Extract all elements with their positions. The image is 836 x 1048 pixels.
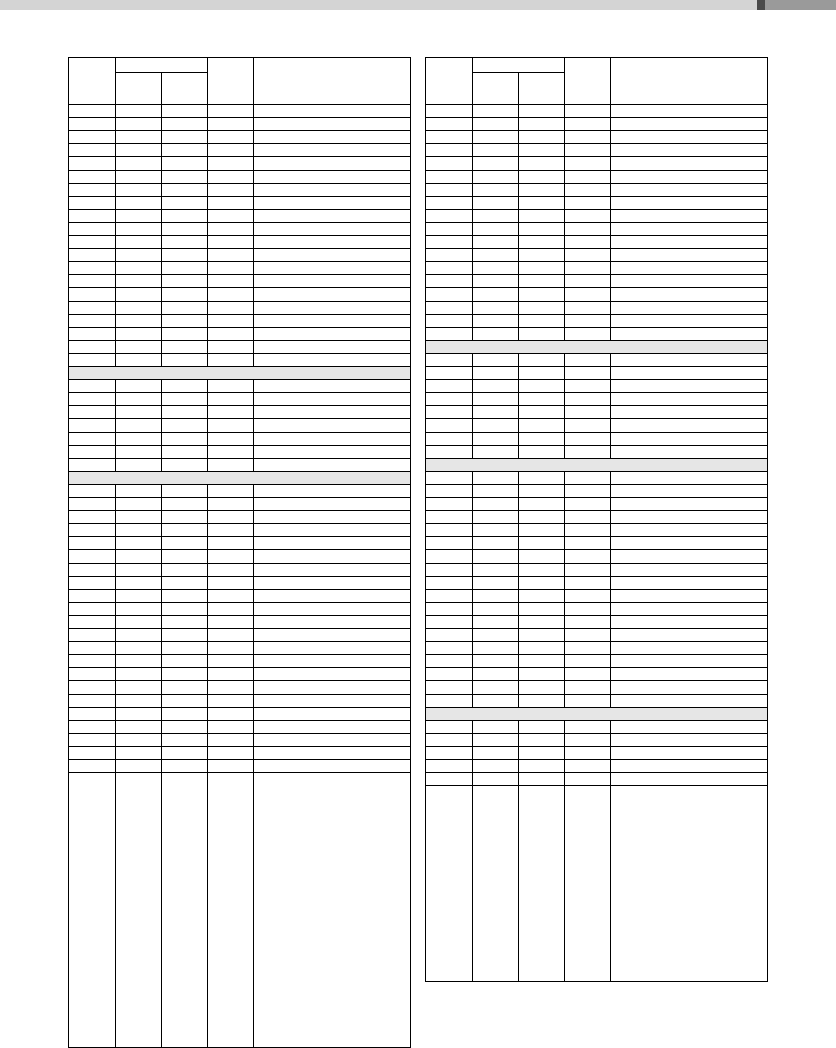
row-separator bbox=[69, 746, 410, 747]
row-separator bbox=[426, 628, 767, 629]
row-separator bbox=[426, 143, 767, 144]
row-separator bbox=[69, 707, 410, 708]
row-separator bbox=[426, 484, 767, 485]
row-separator bbox=[426, 707, 767, 708]
header-tab bbox=[765, 0, 836, 10]
row-separator bbox=[426, 523, 767, 524]
row-separator bbox=[426, 471, 767, 472]
row-separator bbox=[426, 694, 767, 695]
row-separator bbox=[426, 667, 767, 668]
column-divider bbox=[472, 58, 473, 340]
row-separator bbox=[69, 667, 410, 668]
row-separator bbox=[69, 327, 410, 328]
row-separator bbox=[69, 130, 410, 131]
column-divider bbox=[610, 353, 611, 458]
section-band-row bbox=[69, 366, 410, 379]
column-divider bbox=[564, 353, 565, 458]
row-separator bbox=[69, 602, 410, 603]
row-separator bbox=[69, 261, 410, 262]
column-divider bbox=[207, 379, 208, 471]
row-separator bbox=[69, 628, 410, 629]
row-separator bbox=[426, 379, 767, 380]
row-separator bbox=[69, 694, 410, 695]
column-divider bbox=[161, 72, 162, 366]
row-separator bbox=[69, 196, 410, 197]
row-separator bbox=[426, 287, 767, 288]
row-separator bbox=[69, 405, 410, 406]
row-separator bbox=[69, 170, 410, 171]
row-separator bbox=[69, 301, 410, 302]
column-divider bbox=[610, 720, 611, 981]
row-separator bbox=[69, 563, 410, 564]
row-separator bbox=[69, 680, 410, 681]
row-separator bbox=[426, 301, 767, 302]
row-separator bbox=[69, 759, 410, 760]
row-separator bbox=[69, 549, 410, 550]
row-separator bbox=[426, 654, 767, 655]
column-divider bbox=[564, 58, 565, 340]
row-separator bbox=[69, 340, 410, 341]
row-separator bbox=[69, 235, 410, 236]
row-separator bbox=[426, 615, 767, 616]
column-divider bbox=[564, 720, 565, 981]
row-separator bbox=[69, 353, 410, 354]
row-separator bbox=[69, 274, 410, 275]
row-separator bbox=[426, 314, 767, 315]
row-separator bbox=[426, 117, 767, 118]
column-divider bbox=[610, 58, 611, 340]
row-separator bbox=[426, 733, 767, 734]
row-separator bbox=[426, 432, 767, 433]
row-separator bbox=[69, 458, 410, 459]
row-separator bbox=[426, 353, 767, 354]
row-separator bbox=[69, 379, 410, 380]
row-separator bbox=[426, 589, 767, 590]
row-separator bbox=[426, 274, 767, 275]
row-separator bbox=[69, 733, 410, 734]
row-separator bbox=[69, 576, 410, 577]
row-separator bbox=[69, 615, 410, 616]
row-separator bbox=[69, 510, 410, 511]
column-divider bbox=[518, 353, 519, 458]
column-divider bbox=[472, 720, 473, 981]
section-band-row bbox=[426, 458, 767, 471]
row-separator bbox=[426, 340, 767, 341]
row-separator bbox=[426, 772, 767, 773]
column-divider bbox=[115, 379, 116, 471]
row-separator bbox=[69, 536, 410, 537]
column-divider bbox=[207, 484, 208, 1047]
row-separator bbox=[426, 510, 767, 511]
row-separator bbox=[69, 117, 410, 118]
row-separator bbox=[426, 759, 767, 760]
row-separator bbox=[69, 392, 410, 393]
column-divider bbox=[253, 58, 254, 366]
column-divider bbox=[253, 379, 254, 471]
row-separator bbox=[69, 156, 410, 157]
row-separator bbox=[426, 418, 767, 419]
row-separator bbox=[69, 445, 410, 446]
column-divider bbox=[564, 471, 565, 707]
row-separator bbox=[426, 327, 767, 328]
row-separator bbox=[426, 445, 767, 446]
row-separator bbox=[69, 248, 410, 249]
row-separator bbox=[426, 235, 767, 236]
right-data-table bbox=[425, 57, 768, 982]
column-divider bbox=[115, 484, 116, 1047]
row-separator bbox=[426, 563, 767, 564]
header-tab-marker bbox=[757, 0, 765, 10]
column-divider bbox=[207, 58, 208, 366]
row-separator bbox=[69, 418, 410, 419]
row-separator bbox=[69, 314, 410, 315]
row-separator bbox=[426, 405, 767, 406]
row-separator bbox=[69, 209, 410, 210]
column-divider bbox=[115, 58, 116, 366]
row-separator bbox=[426, 641, 767, 642]
column-divider bbox=[161, 379, 162, 471]
row-separator bbox=[69, 143, 410, 144]
row-separator bbox=[426, 222, 767, 223]
row-separator bbox=[426, 536, 767, 537]
row-separator bbox=[426, 366, 767, 367]
row-separator bbox=[69, 471, 410, 472]
row-separator bbox=[426, 746, 767, 747]
row-separator bbox=[69, 287, 410, 288]
section-band-row bbox=[69, 471, 410, 484]
row-separator bbox=[69, 654, 410, 655]
row-separator bbox=[426, 602, 767, 603]
left-data-table bbox=[68, 57, 411, 1048]
row-separator bbox=[69, 222, 410, 223]
section-band-row bbox=[426, 340, 767, 353]
row-separator bbox=[426, 170, 767, 171]
column-divider bbox=[253, 484, 254, 1047]
column-divider bbox=[472, 471, 473, 707]
column-divider bbox=[518, 72, 519, 340]
row-separator bbox=[69, 497, 410, 498]
row-separator bbox=[69, 432, 410, 433]
column-divider bbox=[610, 471, 611, 707]
column-divider bbox=[518, 471, 519, 707]
row-separator bbox=[426, 248, 767, 249]
column-divider bbox=[472, 353, 473, 458]
row-separator bbox=[426, 458, 767, 459]
row-separator bbox=[69, 523, 410, 524]
row-separator bbox=[69, 183, 410, 184]
header-rule bbox=[426, 104, 767, 105]
header-rule bbox=[69, 104, 410, 105]
row-separator bbox=[426, 680, 767, 681]
column-divider bbox=[518, 720, 519, 981]
row-separator bbox=[426, 183, 767, 184]
row-separator bbox=[426, 261, 767, 262]
row-separator bbox=[426, 130, 767, 131]
row-separator bbox=[426, 196, 767, 197]
row-separator bbox=[426, 549, 767, 550]
row-separator bbox=[426, 785, 767, 786]
row-separator bbox=[69, 484, 410, 485]
row-separator bbox=[69, 589, 410, 590]
row-separator bbox=[69, 720, 410, 721]
section-band-row bbox=[426, 707, 767, 720]
row-separator bbox=[426, 156, 767, 157]
row-separator bbox=[69, 366, 410, 367]
row-separator bbox=[426, 209, 767, 210]
top-header-bar bbox=[0, 0, 836, 10]
row-separator bbox=[69, 772, 410, 773]
row-separator bbox=[69, 641, 410, 642]
row-separator bbox=[426, 576, 767, 577]
row-separator bbox=[426, 720, 767, 721]
row-separator bbox=[426, 392, 767, 393]
row-separator bbox=[426, 497, 767, 498]
column-divider bbox=[161, 484, 162, 1047]
